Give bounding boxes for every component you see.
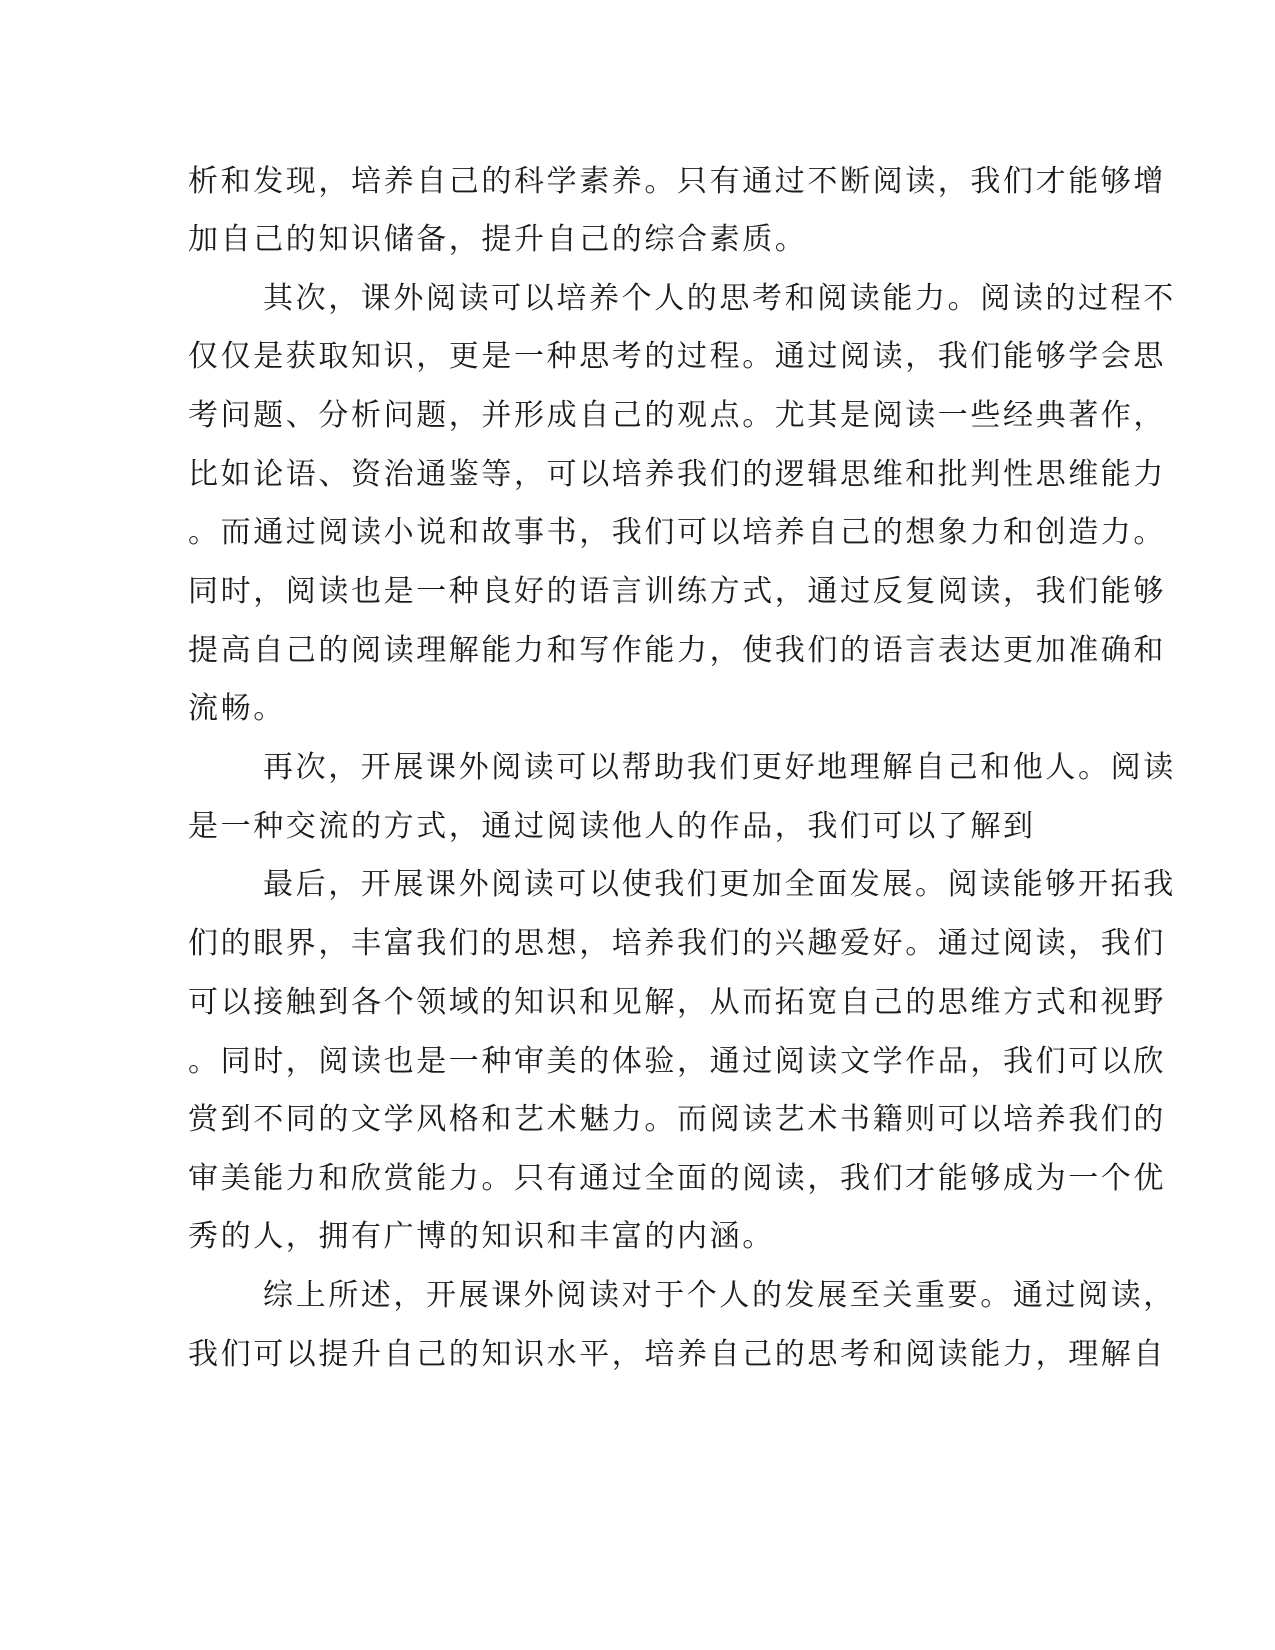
paragraph-5-line-1: 综上所述，开展课外阅读对于个人的发展至关重要。通过阅读， bbox=[263, 1278, 1176, 1313]
paragraph-4-line-3: 可以接触到各个领域的知识和见解，从而拓宽自己的思维方式和视野 bbox=[188, 985, 1166, 1020]
paragraph-1-line-2: 加自己的知识储备，提升自己的综合素质。 bbox=[188, 222, 808, 257]
paragraph-4-line-5: 赏到不同的文学风格和艺术魅力。而阅读艺术书籍则可以培养我们的 bbox=[188, 1102, 1166, 1137]
paragraph-2-line-2: 仅仅是获取知识，更是一种思考的过程。通过阅读，我们能够学会思 bbox=[188, 339, 1166, 374]
paragraph-1-line-1: 析和发现，培养自己的科学素养。只有通过不断阅读，我们才能够增 bbox=[188, 164, 1166, 199]
paragraph-2-line-5: 。而通过阅读小说和故事书，我们可以培养自己的想象力和创造力。 bbox=[188, 515, 1166, 550]
paragraph-3-line-1: 再次，开展课外阅读可以帮助我们更好地理解自己和他人。阅读 bbox=[263, 750, 1176, 785]
paragraph-2-line-3: 考问题、分析问题，并形成自己的观点。尤其是阅读一些经典著作， bbox=[188, 398, 1166, 433]
paragraph-4-line-4: 。同时，阅读也是一种审美的体验，通过阅读文学作品，我们可以欣 bbox=[188, 1044, 1166, 1079]
paragraph-4-line-7: 秀的人，拥有广博的知识和丰富的内涵。 bbox=[188, 1219, 775, 1254]
paragraph-4-line-6: 审美能力和欣赏能力。只有通过全面的阅读，我们才能够成为一个优 bbox=[188, 1161, 1166, 1196]
paragraph-2-line-6: 同时，阅读也是一种良好的语言训练方式，通过反复阅读，我们能够 bbox=[188, 574, 1166, 609]
paragraph-3-line-2: 是一种交流的方式，通过阅读他人的作品，我们可以了解到 bbox=[188, 809, 1036, 844]
paragraph-2-line-4: 比如论语、资治通鉴等，可以培养我们的逻辑思维和批判性思维能力 bbox=[188, 457, 1166, 492]
paragraph-4-line-2: 们的眼界，丰富我们的思想，培养我们的兴趣爱好。通过阅读，我们 bbox=[188, 926, 1166, 961]
paragraph-2-line-1: 其次，课外阅读可以培养个人的思考和阅读能力。阅读的过程不 bbox=[263, 281, 1176, 316]
paragraph-2-line-7: 提高自己的阅读理解能力和写作能力，使我们的语言表达更加准确和 bbox=[188, 633, 1166, 668]
paragraph-2-line-8: 流畅。 bbox=[188, 691, 286, 726]
paragraph-4-line-1: 最后，开展课外阅读可以使我们更加全面发展。阅读能够开拓我 bbox=[263, 867, 1176, 902]
paragraph-5-line-2: 我们可以提升自己的知识水平，培养自己的思考和阅读能力，理解自 bbox=[188, 1337, 1166, 1372]
